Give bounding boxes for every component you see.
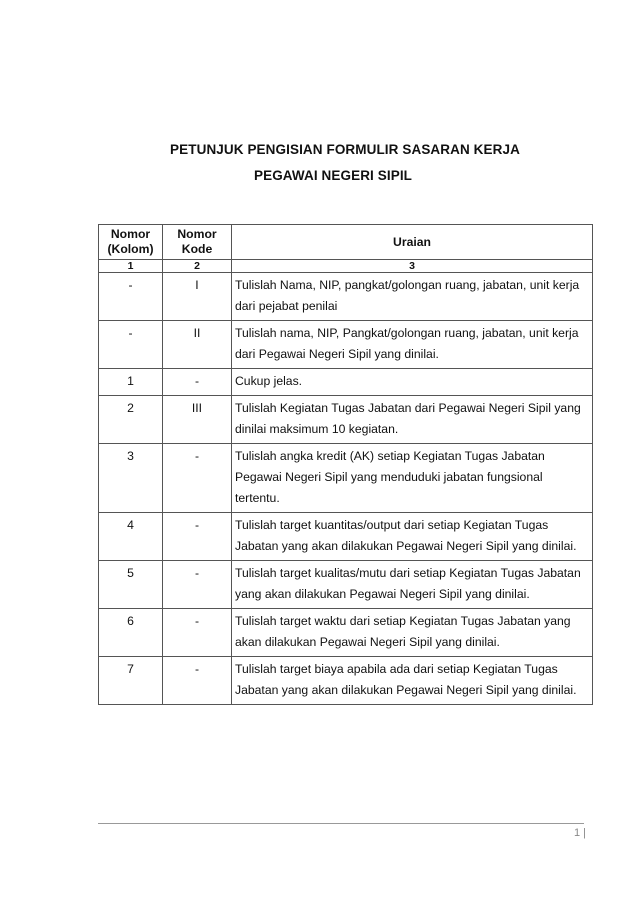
- document-title-line-2: PEGAWAI NEGERI SIPIL: [253, 168, 413, 183]
- cell-uraian: Tulislah target waktu dari setiap Kegiatan Tugas Jabatan yang akan dilakukan Pegawai Negeri Sipil yang dinilai.: [232, 609, 593, 657]
- cell-nomor-kolom: -: [99, 321, 163, 369]
- cell-uraian: Tulislah target biaya apabila ada dari setiap Kegiatan Tugas Jabatan yang akan dilakukan Pegawai Negeri Sipil yang dinilai.: [232, 657, 593, 705]
- header-number-2: 2: [163, 260, 232, 273]
- header-nomor-kode: [163, 225, 232, 260]
- cell-nomor-kolom: 1: [99, 369, 163, 396]
- table-row: [99, 369, 593, 396]
- table-row: [99, 273, 593, 321]
- cell-nomor-kolom: 6: [99, 609, 163, 657]
- page-number: 1 |: [574, 827, 587, 839]
- cell-nomor-kode: -: [163, 444, 232, 513]
- cell-nomor-kolom: 5: [99, 561, 163, 609]
- header-row: [99, 225, 593, 260]
- table-row: [99, 609, 593, 657]
- footer-divider: [98, 823, 584, 824]
- cell-uraian: Tulislah target kuantitas/output dari setiap Kegiatan Tugas Jabatan yang akan dilakukan Pegawai Negeri Sipil yang dinilai.: [232, 513, 593, 561]
- table-row: [99, 396, 593, 444]
- cell-uraian: Tulislah angka kredit (AK) setiap Kegiatan Tugas Jabatan Pegawai Negeri Sipil yang menduduki jabatan fungsional tertentu.: [232, 444, 593, 513]
- header-number-3: 3: [232, 260, 593, 273]
- cell-nomor-kode: II: [163, 321, 232, 369]
- header-nomor-kode-text: Nomor Kode: [177, 227, 217, 256]
- cell-nomor-kolom: 7: [99, 657, 163, 705]
- instruction-table: [98, 224, 593, 705]
- table-row: [99, 561, 593, 609]
- cell-nomor-kode: -: [163, 657, 232, 705]
- cell-uraian: Tulislah Nama, NIP, pangkat/golongan ruang, jabatan, unit kerja dari pejabat penilai: [232, 273, 593, 321]
- header-uraian: Uraian: [232, 225, 593, 260]
- cell-nomor-kode: -: [163, 609, 232, 657]
- cell-nomor-kode: III: [163, 396, 232, 444]
- cell-uraian: Tulislah target kualitas/mutu dari setiap Kegiatan Tugas Jabatan yang akan dilakukan Pegawai Negeri Sipil yang dinilai.: [232, 561, 593, 609]
- cell-nomor-kode: I: [163, 273, 232, 321]
- cell-nomor-kode: -: [163, 561, 232, 609]
- header-nomor-kolom: [99, 225, 163, 260]
- cell-uraian: Tulislah Kegiatan Tugas Jabatan dari Pegawai Negeri Sipil yang dinilai maksimum 10 kegiatan.: [232, 396, 593, 444]
- cell-uraian: Tulislah nama, NIP, Pangkat/golongan ruang, jabatan, unit kerja dari Pegawai Negeri Sipil yang dinilai.: [232, 321, 593, 369]
- header-number-1: 1: [99, 260, 163, 273]
- header-number-row: [99, 260, 593, 273]
- table-row: [99, 444, 593, 513]
- cell-nomor-kode: -: [163, 513, 232, 561]
- cell-nomor-kolom: 4: [99, 513, 163, 561]
- header-nomor-kolom-text: Nomor (Kolom): [107, 227, 154, 256]
- cell-nomor-kolom: -: [99, 273, 163, 321]
- cell-nomor-kolom: 3: [99, 444, 163, 513]
- cell-nomor-kolom: 2: [99, 396, 163, 444]
- table-row: [99, 321, 593, 369]
- cell-nomor-kode: -: [163, 369, 232, 396]
- table-row: [99, 657, 593, 705]
- table-row: [99, 513, 593, 561]
- document-title-line-1: PETUNJUK PENGISIAN FORMULIR SASARAN KERJA: [170, 142, 520, 157]
- cell-uraian: Cukup jelas.: [232, 369, 593, 396]
